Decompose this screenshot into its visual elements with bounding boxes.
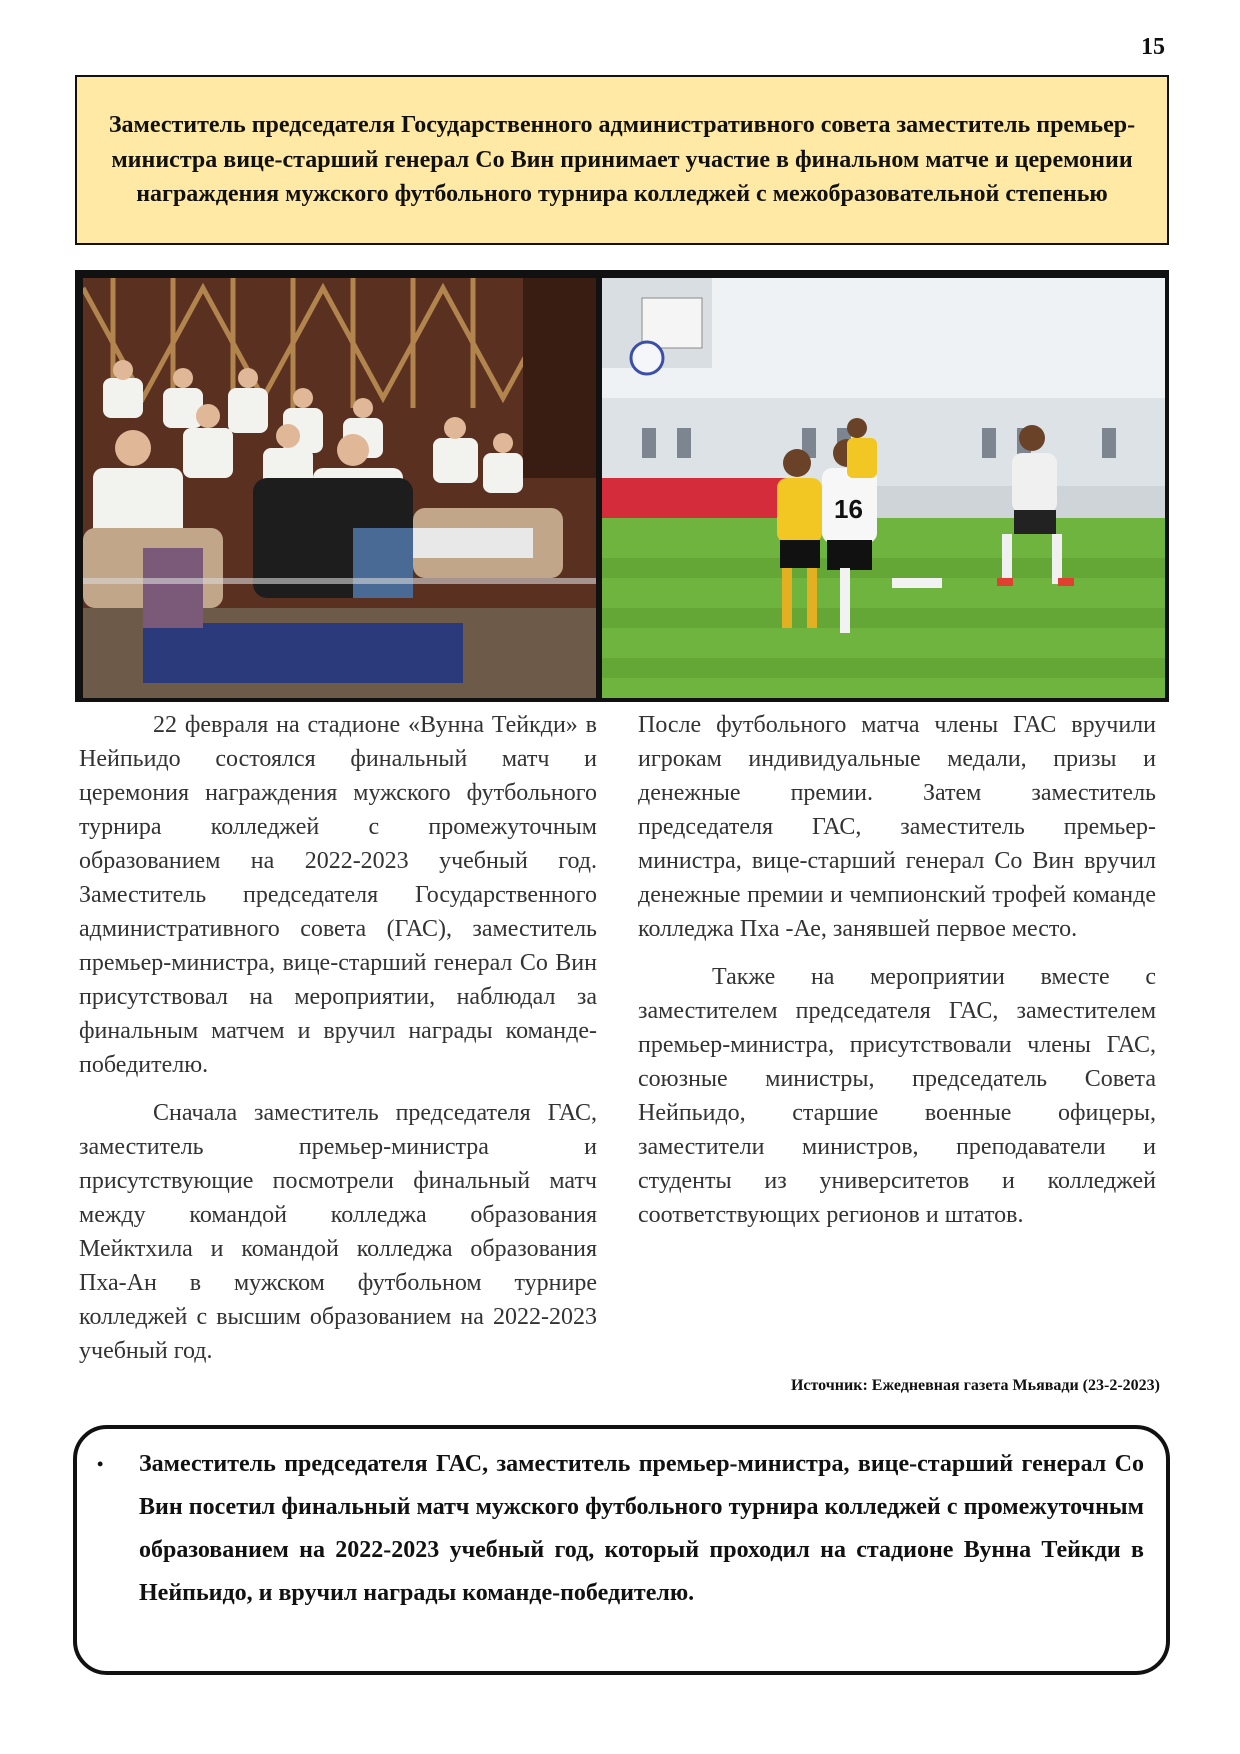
- article-paragraph: Также на мероприятии вместе с заместителем председателя ГАС, заместителем премьер-министра, присутствовали члены ГАС, союзные министры, председатель Совета Нейпьидо, старшие военные офицеры, заместители министров, преподаватели и студенты из университетов и колледжей соответствующих регионов и штатов.: [638, 964, 1156, 1228]
- summary-box: [73, 1425, 1170, 1675]
- football-match-photo: [602, 278, 1165, 698]
- article-title: Заместитель председателя Государственного административного совета заместитель премьер-министра вице-старший генерал Со Вин принимает участие в финальном матче и церемонии награждения мужского футбольного турнира колледжей с межобразовательной степенью: [108, 111, 1136, 208]
- article-source: Источник: Ежедневная газета Мьявади (23-2-2023): [790, 1377, 1160, 1394]
- page-number: 15: [1141, 34, 1165, 60]
- article-column-left: [79, 708, 597, 1382]
- summary-text: Заместитель председателя ГАС, заместитель премьер-министра, вице-старший генерал Со Вин посетил финальный матч мужского футбольного турнира колледжей с промежуточным образованием на 2022-2023 учебный год, который проходил на стадионе Вунна Тейкди в Нейпьидо, и вручил награды команде-победителю.: [139, 1451, 1144, 1606]
- article-column-right: [638, 708, 1156, 1246]
- article-paragraph: После футбольного матча члены ГАС вручили игрокам индивидуальные медали, призы и денежные премии. Затем заместитель председателя ГАС, заместитель премьер-министра, вице-старший генерал Со Вин вручил денежные премии и чемпионский трофей команде колледжа Пха -Ае, занявшей первое место.: [638, 712, 1156, 942]
- photo-frame: [75, 270, 1169, 702]
- summary-item: [97, 1443, 1144, 1615]
- jersey-number: 16: [834, 494, 863, 524]
- article-title-box: [75, 75, 1169, 245]
- bullet-icon: •: [97, 1454, 104, 1474]
- article-paragraph: 22 февраля на стадионе «Вунна Тейкди» в Нейпьидо состоялся финальный матч и церемония награждения мужского футбольного турнира колледжей с промежуточным образованием на 2022-2023 учебный год. Заместитель председателя Государственного административного совета (ГАС), заместитель премьер-министра, вице-старший генерал Со Вин присутствовал на мероприятии, наблюдал за финальным матчем и вручил награды команде-победителю.: [79, 712, 597, 1078]
- vip-stand-photo: [83, 278, 596, 698]
- article-paragraph: Сначала заместитель председателя ГАС, заместитель премьер-министра и присутствующие посмотрели финальный матч между командой колледжа образования Мейктхила и командой колледжа образования Пха-Ан в мужском футбольном турнире колледжей с высшим образованием на 2022-2023 учебный год.: [79, 1100, 597, 1364]
